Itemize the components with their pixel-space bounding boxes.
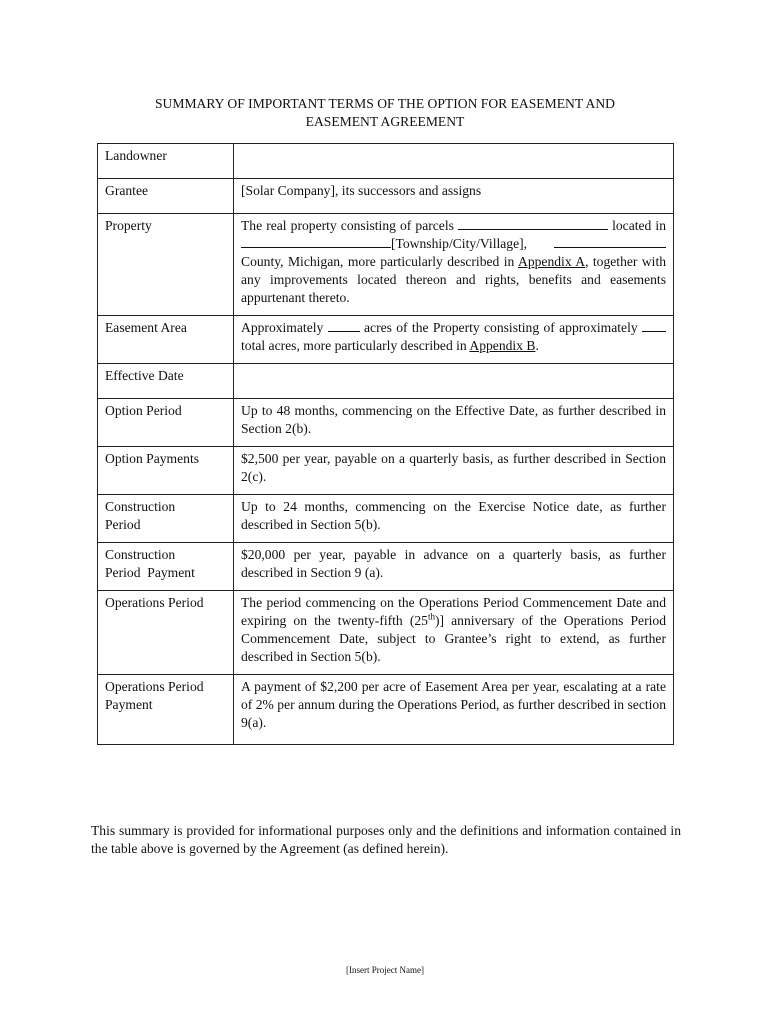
title-line-1: SUMMARY OF IMPORTANT TERMS OF THE OPTION FOR EASEMENT AND bbox=[155, 96, 615, 111]
page-footer: [Insert Project Name] bbox=[346, 965, 424, 975]
row-construction-payment bbox=[98, 543, 674, 591]
value-operations-payment: A payment of $2,200 per acre of Easement Area per year, escalating at a rate of 2% per annum during the Operations Period, as further described in section 9(a). bbox=[234, 675, 674, 745]
label-construction-payment: Construction Period Payment bbox=[98, 543, 234, 591]
row-operations-payment bbox=[98, 675, 674, 745]
row-easement-area bbox=[98, 316, 674, 364]
appendix-b-ref: Appendix B bbox=[469, 338, 536, 353]
value-operations-period: The period commencing on the Operations Period Commencement Date and expiring on the twenty-fifth (25th)] anniversary of the Operations Period Commencement Date, subject to Grantee’s right to extend, as further described in Section 5(b). bbox=[234, 591, 674, 675]
value-grantee: [Solar Company], its successors and assigns bbox=[234, 179, 674, 214]
document-title bbox=[80, 95, 690, 131]
value-property: The real property consisting of parcels located in [Township/City/Village], County, Michigan, more particularly described in Appendix A, together with any improvements located thereon and rights, benefits and easements appurtenant thereto. bbox=[234, 214, 674, 316]
blank-acres bbox=[328, 319, 360, 332]
value-option-payments: $2,500 per year, payable on a quarterly basis, as further described in Section 2(c). bbox=[234, 447, 674, 495]
terms-table bbox=[97, 143, 674, 745]
value-easement-area: Approximately acres of the Property consisting of approximately total acres, more particularly described in Appendix B. bbox=[234, 316, 674, 364]
appendix-a-ref: Appendix A bbox=[518, 254, 586, 269]
value-construction-payment: $20,000 per year, payable in advance on a quarterly basis, as further described in Section 9 (a). bbox=[234, 543, 674, 591]
label-option-period: Option Period bbox=[98, 399, 234, 447]
row-operations-period bbox=[98, 591, 674, 675]
blank-total-acres bbox=[642, 319, 666, 332]
label-construction-period: Construction Period bbox=[98, 495, 234, 543]
summary-note: This summary is provided for informational purposes only and the definitions and information contained in the table above is governed by the Agreement (as defined herein). bbox=[91, 823, 681, 856]
label-grantee: Grantee bbox=[98, 179, 234, 214]
row-landowner bbox=[98, 144, 674, 179]
value-landowner bbox=[234, 144, 674, 179]
blank-county bbox=[554, 235, 666, 248]
title-line-2: EASEMENT AGREEMENT bbox=[305, 114, 465, 129]
row-option-payments bbox=[98, 447, 674, 495]
row-option-period bbox=[98, 399, 674, 447]
label-landowner: Landowner bbox=[98, 144, 234, 179]
label-option-payments: Option Payments bbox=[98, 447, 234, 495]
label-operations-payment: Operations Period Payment bbox=[98, 675, 234, 745]
label-effective-date: Effective Date bbox=[98, 364, 234, 399]
row-construction-period bbox=[98, 495, 674, 543]
value-option-period: Up to 48 months, commencing on the Effective Date, as further described in Section 2(b). bbox=[234, 399, 674, 447]
value-construction-period: Up to 24 months, commencing on the Exercise Notice date, as further described in Section 5(b). bbox=[234, 495, 674, 543]
row-effective-date bbox=[98, 364, 674, 399]
row-property bbox=[98, 214, 674, 316]
label-property: Property bbox=[98, 214, 234, 316]
row-grantee bbox=[98, 179, 674, 214]
label-operations-period: Operations Period bbox=[98, 591, 234, 675]
label-easement-area: Easement Area bbox=[98, 316, 234, 364]
blank-location bbox=[241, 235, 391, 248]
blank-parcels bbox=[458, 217, 608, 230]
value-effective-date bbox=[234, 364, 674, 399]
